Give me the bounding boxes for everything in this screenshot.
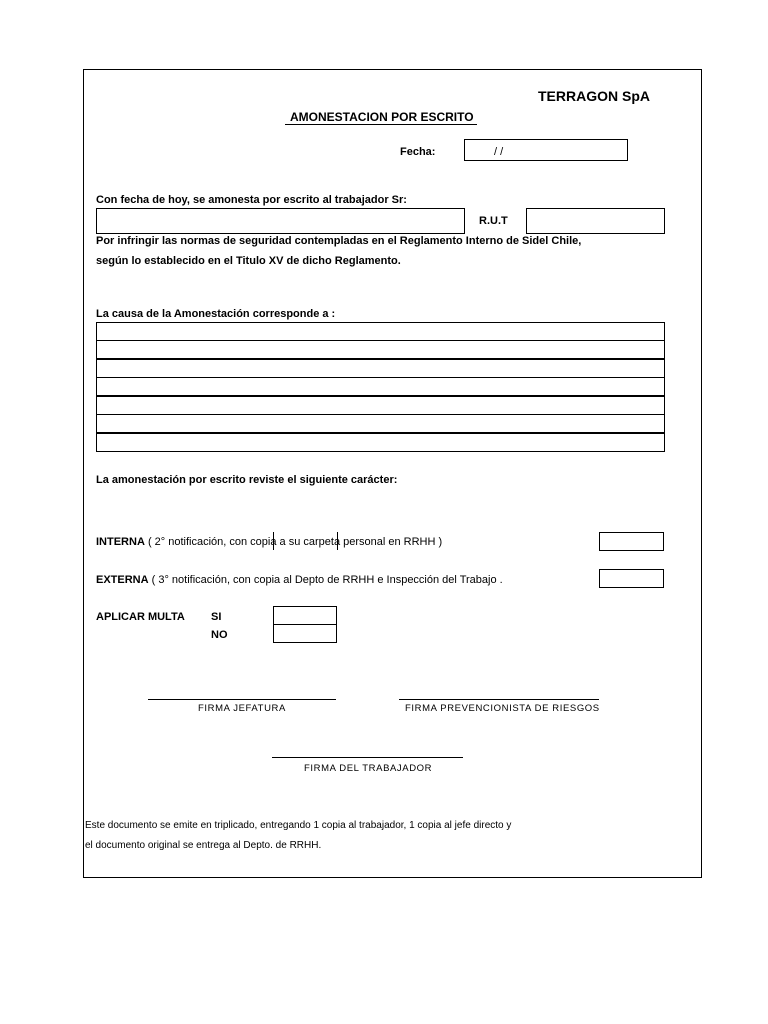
externa-checkbox[interactable] xyxy=(599,569,664,588)
externa-option xyxy=(96,574,503,587)
cause-row[interactable] xyxy=(96,377,665,396)
footer-line-2: el documento original se entrega al Depto. de RRHH. xyxy=(85,840,322,851)
signature-line-trabajador xyxy=(272,757,463,758)
cause-row[interactable] xyxy=(96,414,665,433)
externa-label: EXTERNA xyxy=(96,574,149,586)
cause-label: La causa de la Amonestación corresponde a : xyxy=(96,308,336,320)
fine-label: APLICAR MULTA xyxy=(96,611,185,623)
cell-divider xyxy=(273,532,274,550)
date-label: Fecha: xyxy=(400,146,436,158)
signature-label-jefatura: FIRMA JEFATURA xyxy=(198,703,286,714)
externa-detail: ( 3° notificación, con copia al Depto de RRHH e Inspección del Trabajo . xyxy=(148,574,503,586)
worker-name-field[interactable] xyxy=(96,208,465,234)
cell-divider xyxy=(337,532,338,550)
document-title: AMONESTACION POR ESCRITO xyxy=(290,110,474,124)
signature-line-prevencionista xyxy=(399,699,599,700)
rut-field[interactable] xyxy=(526,208,665,234)
cause-row[interactable] xyxy=(96,322,665,341)
cause-row[interactable] xyxy=(96,359,665,378)
signature-label-trabajador: FIRMA DEL TRABAJADOR xyxy=(304,763,433,774)
footer-line-1: Este documento se emite en triplicado, entregando 1 copia al trabajador, 1 copia al jefe directo y xyxy=(85,820,512,831)
worker-intro: Con fecha de hoy, se amonesta por escrito al trabajador Sr: xyxy=(96,194,407,206)
date-field[interactable] xyxy=(464,139,628,161)
fine-no-label: NO xyxy=(211,629,228,641)
fine-yes-checkbox[interactable] xyxy=(273,606,337,625)
title-underline xyxy=(285,124,477,125)
interna-checkbox[interactable] xyxy=(599,532,664,551)
character-label: La amonestación por escrito reviste el siguiente carácter: xyxy=(96,474,398,486)
signature-label-prevencionista: FIRMA PREVENCIONISTA DE RIESGOS xyxy=(405,703,600,714)
date-value: / / xyxy=(494,146,504,158)
interna-option xyxy=(96,536,442,549)
cause-row[interactable] xyxy=(96,433,665,452)
reason-line-2: según lo establecido en el Titulo XV de dicho Reglamento. xyxy=(96,255,401,267)
reason-line-1: Por infringir las normas de seguridad contempladas en el Reglamento Interno de Sidel Chile, xyxy=(96,235,582,247)
rut-label: R.U.T xyxy=(479,215,508,227)
fine-no-checkbox[interactable] xyxy=(273,624,337,643)
interna-detail: ( 2° notificación, con copia a su carpeta personal en RRHH ) xyxy=(144,536,443,548)
cause-row[interactable] xyxy=(96,340,665,359)
cause-row[interactable] xyxy=(96,396,665,415)
fine-yes-label: SI xyxy=(211,611,222,623)
interna-label: INTERNA xyxy=(96,536,145,548)
company-name: TERRAGON SpA xyxy=(538,88,650,104)
signature-line-jefatura xyxy=(148,699,336,700)
